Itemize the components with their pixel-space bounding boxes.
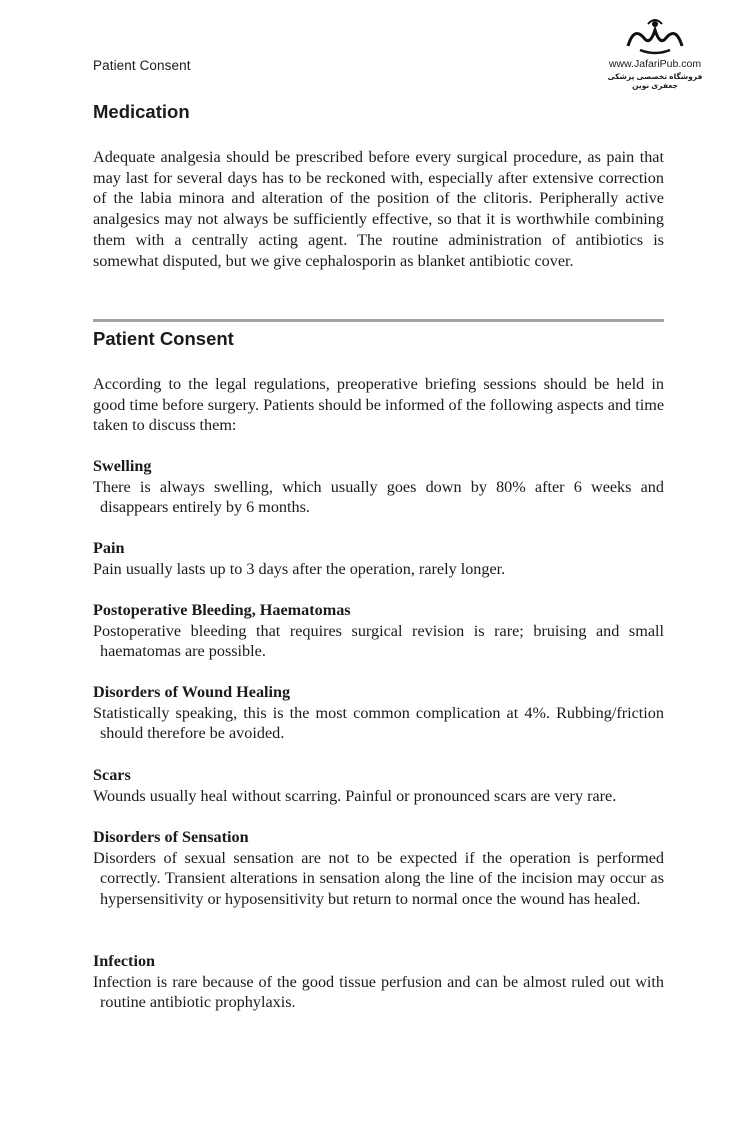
publisher-logo-icon <box>624 16 686 56</box>
consent-item-heading: Swelling <box>93 457 152 475</box>
running-header: Patient Consent <box>93 58 191 73</box>
consent-item-heading: Pain <box>93 539 125 557</box>
consent-item-text: Wounds usually heal without scarring. Painful or pronounced scars are very rare. <box>93 786 617 805</box>
consent-item-text: Postoperative bleeding that requires surgical revision is rare; bruising and small haematomas are possible. <box>93 621 664 661</box>
consent-item-infection <box>93 951 664 1013</box>
consent-item-heading: Postoperative Bleeding, Haematomas <box>93 601 351 619</box>
consent-item-text: Disorders of sexual sensation are not to be expected if the operation is performed correctly. Transient alterations in sensation along the line of the incision may occur as hypersensitivity or hyposensitivity but return to normal once the wound has healed. <box>93 848 664 909</box>
watermark-subtitle: فروشگاه تخصصی پزشکی جعفری نوین <box>607 72 703 90</box>
consent-item-pain <box>93 538 664 579</box>
publisher-watermark <box>596 16 714 90</box>
consent-intro-paragraph: According to the legal regulations, preoperative briefing sessions should be held in good time before surgery. Patients should be informed of the following aspects and time taken to discuss them: <box>93 375 664 435</box>
consent-item-text: Statistically speaking, this is the most common complication at 4%. Rubbing/friction should therefore be avoided. <box>93 703 664 743</box>
consent-item-text: Pain usually lasts up to 3 days after the operation, rarely longer. <box>93 559 506 578</box>
consent-item-sensation <box>93 827 664 910</box>
consent-item-wound-healing <box>93 682 664 744</box>
consent-item-heading: Disorders of Wound Healing <box>93 683 291 701</box>
medication-paragraph: Adequate analgesia should be prescribed before every surgical procedure, as pain that may last for several days has to be reckoned with, especially after extensive correction of the labia minora and alteration of the position of the clitoris. Peripherally active analgesics may not always be sufficiently effective, so that it is worthwhile combining them with a centrally acting agent. The routine administration of antibiotics is somewhat disputed, but we give cephalosporin as blanket antibiotic cover. <box>93 148 664 270</box>
consent-item-text: There is always swelling, which usually goes down by 80% after 6 weeks and disappears entirely by 6 months. <box>93 477 664 517</box>
consent-item-text: Infection is rare because of the good tissue perfusion and can be almost ruled out with routine antibiotic prophylaxis. <box>93 972 664 1012</box>
consent-item-scars <box>93 765 664 806</box>
medication-heading: Medication <box>93 101 190 122</box>
consent-item-heading: Infection <box>93 952 156 970</box>
consent-item-swelling <box>93 456 664 518</box>
watermark-url: www.JafariPub.com <box>608 58 702 70</box>
section-divider <box>93 319 664 322</box>
consent-item-heading: Scars <box>93 766 131 784</box>
consent-item-bleeding <box>93 600 664 662</box>
consent-item-heading: Disorders of Sensation <box>93 828 249 846</box>
patient-consent-heading: Patient Consent <box>93 328 234 349</box>
